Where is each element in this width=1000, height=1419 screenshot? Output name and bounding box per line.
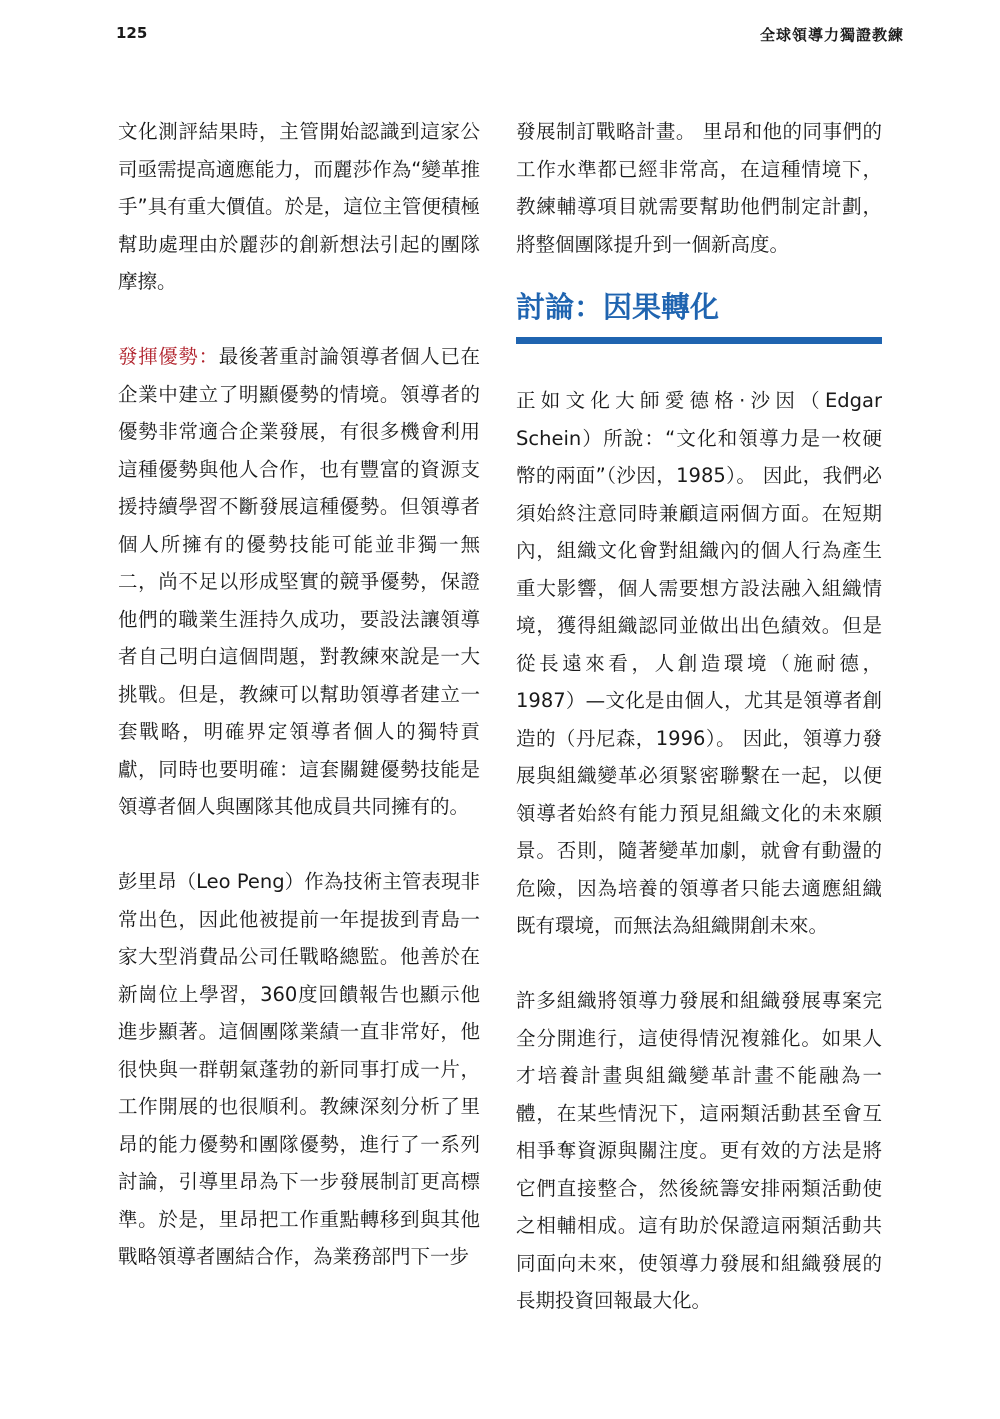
paragraph: 發展制訂戰略計畫。 里昂和他的同事們的工作水準都已經非常高，在這種情境下，教練輔導項目就需要幫助他們制定計劃，將整個團隊提升到一個新高度。 [516,120,882,256]
paragraph: 正如文化大師愛德格·沙因（Edgar Schein）所說：“文化和領導力是一枚硬幣的兩面”（沙因，1985）。 因此，我們必須始終注意同時兼顧這兩個方面。在短期內，組織文化會對組織內的個人行為產生重大影響，個人需要想方設法融入組織情境，獲得組織認同並做出出色績效。但是從長遠來看，人創造環境（施耐德，1987）—文化是由個人，尤其是領導者創造的（丹尼森，1996）。 因此，領導力發展與組織變革必須緊密聯繫在一起，以便領導者始終有能力預見組織文化的未來願景。否則，隨著變革加劇，就會有動盪的危險，因為培養的領導者只能去適應組織既有環境，而無法為組織開創未來。 [516,389,882,937]
paragraph-leverage-strengths [118,338,480,826]
paragraph: 文化測評結果時，主管開始認識到這家公司亟需提高適應能力，而麗莎作為“變革推手”具有重大價值。於是，這位主管便積極幫助處理由於麗莎的創新想法引起的團隊摩擦。 [118,120,480,293]
paragraph: 彭里昂（Leo Peng）作為技術主管表現非常出色，因此他被提前一年提拔到青島一家大型消費品公司任戰略總監。他善於在新崗位上學習，360度回饋報告也顯示他進步顯著。這個團隊業績一直非常好，他很快與一群朝氣蓬勃的新同事打成一片，工作開展的也很順利。教練深刻分析了里昂的能力優勢和團隊優勢，進行了一系列討論，引導里昂為下一步發展制訂更高標準。於是，里昂把工作重點轉移到與其他戰略領導者團結合作，為業務部門下一步 [118,870,480,1268]
right-column [516,113,882,1320]
book-title: 全球領導力獨證教練 [759,26,904,44]
paragraph: 許多組織將領導力發展和組織發展專案完全分開進行，這使得情況複雜化。如果人才培養計畫與組織變革計畫不能融為一體，在某些情況下，這兩類活動甚至會互相爭奪資源與關注度。更有效的方法是將它們直接整合，然後統籌安排兩類活動使之相輔相成。這有助於保證這兩類活動共同面向未來，使領導力發展和組織發展的長期投資回報最大化。 [516,989,882,1312]
section-heading: 討論：因果轉化 [516,287,882,344]
page-header [0,24,1000,48]
paragraph-text: 最後著重討論領導者個人已在企業中建立了明顯優勢的情境。領導者的優勢非常適合企業發展，有很多機會利用這種優勢與他人合作，也有豐富的資源支援持續學習不斷發展這種優勢。但領導者個人所擁有的優勢技能可能並非獨一無二，尚不足以形成堅實的競爭優勢，保證他們的職業生涯持久成功，要設法讓領導者自己明白這個問題，對教練來說是一大挑戰。但是，教練可以幫助領導者建立一套戰略，明確界定領導者個人的獨特貢獻，同時也要明確：這套關鍵優勢技能是領導者個人與團隊其他成員共同擁有的。 [118,345,480,818]
left-column [118,113,480,1276]
page-number: 125 [116,24,148,42]
highlight-label: 發揮優勢： [118,345,219,368]
